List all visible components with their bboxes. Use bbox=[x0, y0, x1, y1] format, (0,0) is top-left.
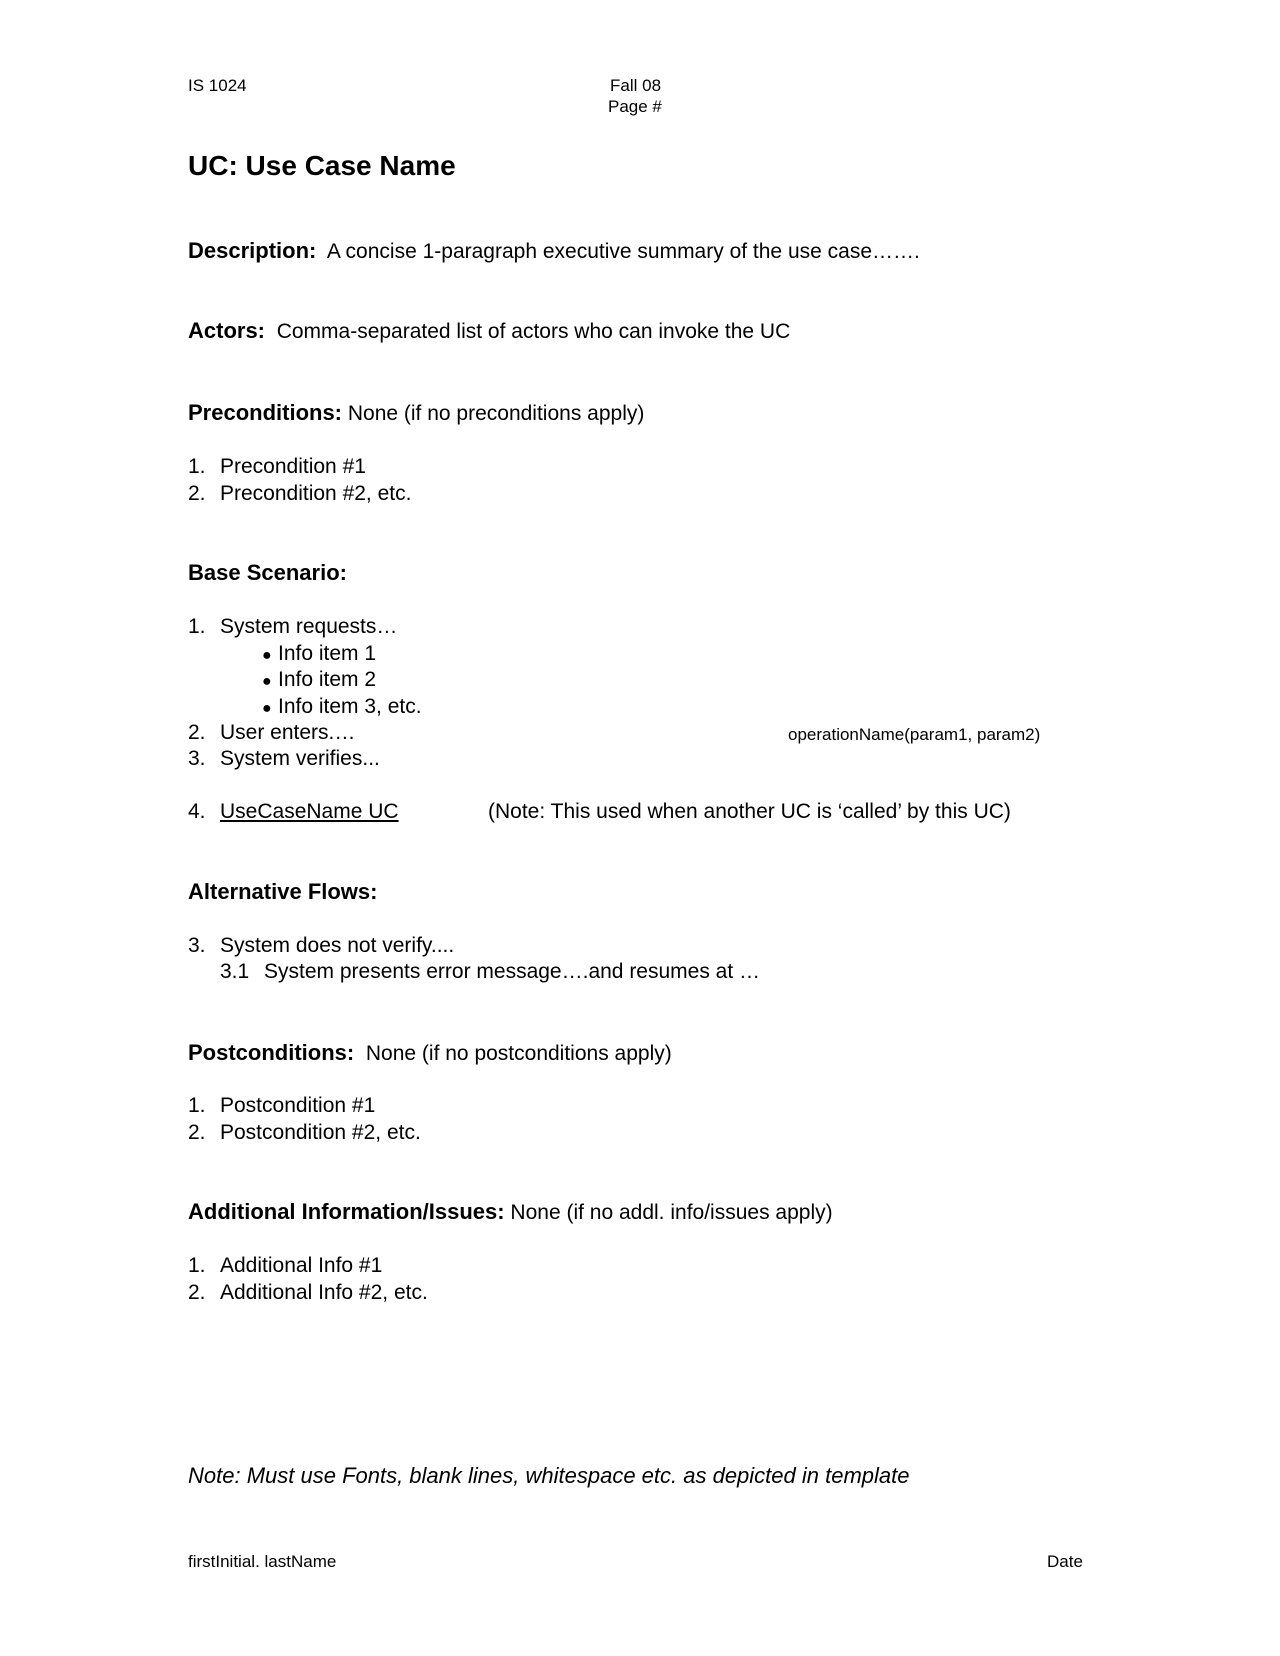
additional-info-text: None (if no addl. info/issues apply) bbox=[510, 1201, 833, 1224]
term: Fall 08 bbox=[610, 76, 662, 95]
operation-signature: operationName(param1, param2) bbox=[788, 725, 1041, 744]
postconditions-section bbox=[188, 1040, 672, 1066]
bullet-icon: ● bbox=[262, 700, 272, 717]
footer-date: Date bbox=[1047, 1552, 1083, 1571]
list-item: 4. UseCaseName UC bbox=[188, 800, 399, 823]
description-section bbox=[188, 238, 920, 264]
use-case-note: (Note: This used when another UC is ‘called’ by this UC) bbox=[488, 800, 1011, 823]
list-item: 1. Precondition #1 bbox=[188, 455, 366, 478]
list-item: 1. Additional Info #1 bbox=[188, 1254, 383, 1277]
alternative-flows-label: Alternative Flows: bbox=[188, 879, 378, 904]
preconditions-section bbox=[188, 400, 644, 426]
list-item: 2. Additional Info #2, etc. bbox=[188, 1281, 428, 1304]
list-item: 2. Postcondition #2, etc. bbox=[188, 1121, 421, 1144]
preconditions-text: None (if no preconditions apply) bbox=[347, 402, 645, 425]
postconditions-label: Postconditions: bbox=[188, 1040, 355, 1065]
page-number: Page # bbox=[608, 97, 662, 116]
actors-text: Comma-separated list of actors who can invoke the UC bbox=[276, 320, 791, 343]
list-item: 3. System verifies... bbox=[188, 747, 380, 770]
bullet-icon: ● bbox=[262, 647, 272, 664]
bullet-item: ● Info item 3, etc. bbox=[262, 695, 422, 718]
list-item: 2. Precondition #2, etc. bbox=[188, 482, 412, 505]
bullet-item: ● Info item 1 bbox=[262, 642, 377, 665]
base-scenario-label: Base Scenario: bbox=[188, 560, 347, 585]
list-item: 3. System does not verify.... bbox=[188, 934, 455, 957]
page-title: UC: Use Case Name bbox=[188, 150, 456, 181]
footer-author: firstInitial. lastName bbox=[188, 1552, 337, 1571]
list-item: 1. Postcondition #1 bbox=[188, 1094, 376, 1117]
use-case-link[interactable]: UseCaseName UC bbox=[220, 800, 399, 823]
list-item: 2. User enters.… bbox=[188, 721, 356, 744]
additional-info-section bbox=[188, 1199, 833, 1225]
preconditions-label: Preconditions: bbox=[188, 400, 343, 425]
bullet-item: ● Info item 2 bbox=[262, 668, 377, 691]
sub-list-item: 3.1 System presents error message….and resumes at … bbox=[220, 960, 761, 983]
additional-info-label: Additional Information/Issues: bbox=[188, 1199, 505, 1224]
postconditions-text: None (if no postconditions apply) bbox=[365, 1042, 672, 1065]
actors-section bbox=[188, 318, 790, 344]
actors-label: Actors: bbox=[188, 318, 266, 343]
list-item: 1. System requests… bbox=[188, 615, 398, 638]
description-text: A concise 1-paragraph executive summary of the use case……. bbox=[326, 240, 920, 263]
description-label: Description: bbox=[188, 238, 317, 263]
course-code: IS 1024 bbox=[188, 76, 247, 95]
template-note: Note: Must use Fonts, blank lines, whitespace etc. as depicted in template bbox=[188, 1463, 910, 1488]
bullet-icon: ● bbox=[262, 673, 272, 690]
